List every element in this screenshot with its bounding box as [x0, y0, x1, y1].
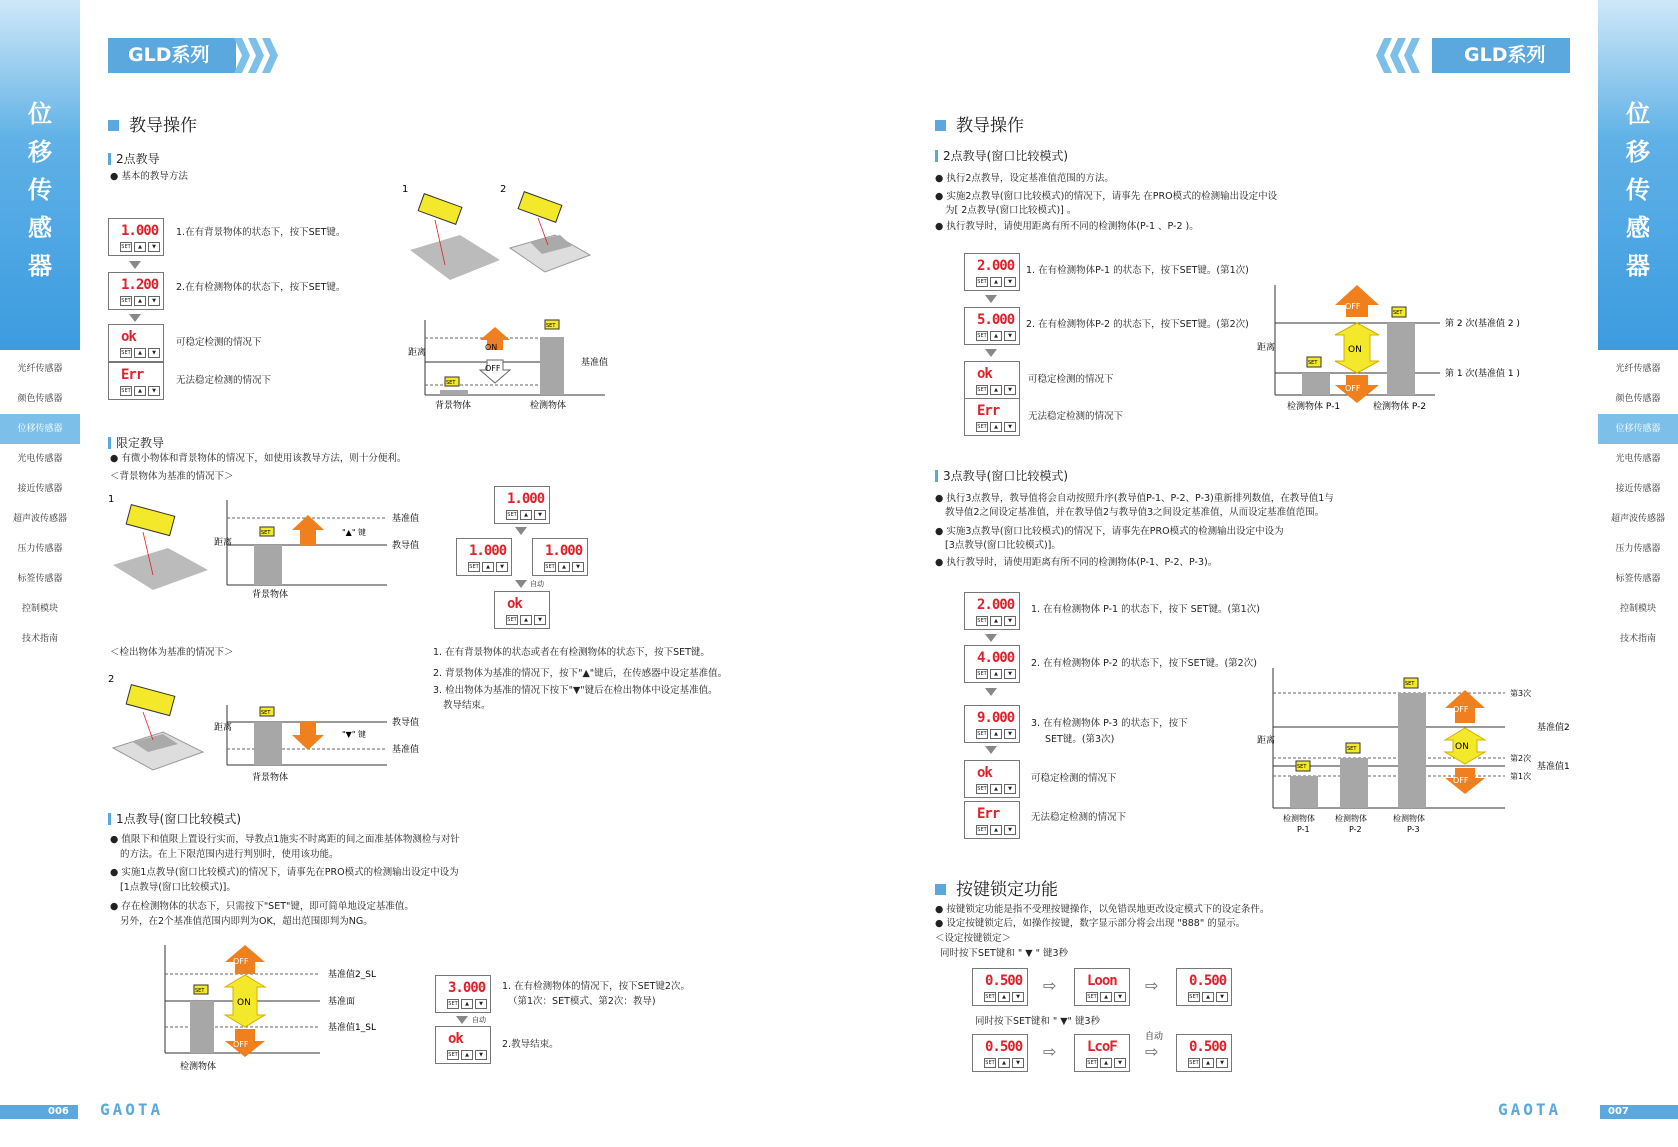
bullet-text: ● 执行教导时，请使用距离有所不同的检测物体(P-1 、P-2 )。: [935, 221, 1199, 232]
left-sidebar: [0, 0, 80, 1147]
right-sidebar-nav: [1598, 354, 1678, 654]
bullet-label: 执行2点教导，设定基准值范围的方法。: [946, 173, 1114, 184]
bullet-text: [3点教导(窗口比较模式)]。: [945, 540, 1061, 551]
window-diagram: [160, 945, 440, 1075]
bullet-text: ● 执行教导时，请使用距离有所不同的检测物体(P-1、P-2、P-3)。: [935, 557, 1218, 568]
set-label: SET: [1308, 360, 1318, 366]
lcd-readout: ok: [121, 329, 136, 345]
note-text: 2. 背景物体为基准的情况下，按下"▲"键后，在传感器中设定基准值。: [433, 668, 728, 679]
arrow-down-icon: [985, 295, 997, 303]
step-text: 2.教导结束。: [502, 1039, 559, 1050]
sensor-icon: [418, 194, 462, 225]
bullet-label: 执行教导时，请使用距离有所不同的检测物体(P-1 、P-2 )。: [946, 221, 1199, 232]
x-label: 检测物体 P-1: [1287, 402, 1341, 412]
bullet-label: 实施3点教导(窗口比较模式)的情况下，请事先在PRO模式的检测输出设定中设为: [946, 526, 1284, 537]
bullet-text: ● 值限下和值限上置设行实而，导教点1施实不时离距的间之面准基体物测检与对针: [110, 834, 460, 845]
bullet-label: 实施1点教导(窗口比较模式)的情况下，请事先在PRO模式的检测输出设定中设为: [121, 867, 459, 878]
bar: [1387, 323, 1415, 395]
arrow-up-icon: [292, 515, 324, 545]
sensor-illustration: [108, 670, 208, 775]
bullet-label: 按键锁定功能是指不受理按键操作，以免错误地更改设定模式下的设定条件。: [946, 904, 1270, 915]
teach-label: 教导值: [392, 541, 420, 551]
nav-item[interactable]: 接近传感器: [1615, 484, 1661, 494]
subsection-title: 2点教导(窗口比较模式): [935, 147, 1068, 164]
lcd-display: 0.500 SET ▲ ▼: [972, 968, 1028, 1006]
brand-logo: GAOTA: [1498, 1100, 1562, 1119]
set-label: SET: [546, 323, 556, 329]
section-title: 教导操作: [935, 111, 1024, 136]
lcd-display: ok SET ▲ ▼: [964, 361, 1020, 399]
reference-label: 基准值: [581, 358, 609, 368]
off-label: OFF: [1453, 705, 1469, 714]
chevron-left-icon: [1390, 38, 1406, 73]
lcd-display: 0.500 SET ▲ ▼: [1176, 1034, 1232, 1072]
set-label: SET: [446, 380, 456, 386]
lcd-display: 2.000 SET ▲ ▼: [964, 592, 1020, 630]
lcd-readout: Err: [977, 403, 1000, 419]
step-text: 3. 在有检测物体 P-3 的状态下，按下: [1031, 718, 1188, 729]
nav-item[interactable]: 超声波传感器: [12, 514, 67, 524]
bullet-text: 教导值2之间设定基准值，并在教导值2与教导值3之间设定基准值，从而设定基准值范围。: [945, 507, 1325, 518]
figure-number: 1: [108, 494, 115, 505]
bullet-label: 值限下和值限上置设行实而，导教点1施实不时离距的间之面准基体物测检与对针: [121, 834, 460, 845]
x-label: 背景物体: [252, 773, 289, 783]
step-text: 无法稳定检测的情况下: [1031, 812, 1127, 823]
x-label: P-1: [1297, 825, 1310, 834]
page-number: 006: [48, 1106, 69, 1117]
lcd-readout: Err: [121, 367, 144, 383]
lcd-display: Loon SET ▲ ▼: [1074, 968, 1130, 1006]
lcd-display: Err SET ▲ ▼: [964, 801, 1020, 839]
background-plate: [113, 548, 208, 590]
step-text: 2.在有检测物体的状态下，按下SET键。: [176, 282, 346, 293]
set-label: SET: [1347, 746, 1357, 752]
laser-beam: [143, 712, 153, 740]
axis-label: 距离: [214, 538, 233, 548]
on-label: ON: [485, 343, 498, 352]
nav-item-active[interactable]: 位移传感器: [1598, 414, 1678, 444]
auto-label: 自动: [530, 580, 544, 588]
step-text: 1. 在有检测物体P-1 的状态下，按下SET键。(第1次): [1026, 265, 1249, 276]
axis-label: 距离: [214, 723, 233, 733]
step-text: 2. 在有检测物体 P-2 的状态下，按下SET键。(第2次): [1031, 658, 1257, 669]
lcd-display: Err SET ▲ ▼: [964, 398, 1020, 436]
arrow-down-icon: [456, 1016, 468, 1024]
lcd-readout: 1.000: [545, 543, 583, 559]
step-text: 1. 在有检测物体 P-1 的状态下，按下 SET键。(第1次): [1031, 604, 1260, 615]
set-label: SET: [1405, 681, 1415, 687]
limit-diagram-1: [212, 500, 427, 600]
reference-label: 基准值1: [1537, 762, 1570, 772]
x-label: 背景物体: [435, 401, 472, 411]
case-label: ＜设定按键锁定＞: [935, 933, 1012, 944]
bullet-text: ● 实施2点教导(窗口比较模式)的情况下，请事先 在PRO模式的检测输出设定中设: [935, 191, 1278, 202]
lcd-readout: ok: [448, 1031, 463, 1047]
nav-item[interactable]: 光纤传感器: [17, 364, 63, 374]
off-label: OFF: [233, 1040, 249, 1049]
chevron-right-icon: [262, 38, 278, 73]
off-label: OFF: [1345, 384, 1361, 393]
set-label: SET: [1297, 764, 1307, 770]
off-label: OFF: [485, 364, 501, 373]
arrow-down-icon: [985, 349, 997, 357]
bullet-text: 为[ 2点教导(窗口比较模式)] 。: [945, 205, 1077, 216]
step-text: 无法稳定检测的情况下: [1028, 411, 1124, 422]
title-char: 传: [1626, 176, 1650, 204]
line-label: 基准值2_SL: [328, 970, 376, 980]
arrow-down-icon: [129, 314, 141, 322]
bullet-text: ● 执行2点教导，设定基准值范围的方法。: [935, 173, 1114, 184]
line-label: 基准值1_SL: [328, 1023, 376, 1033]
bullet-text: ● 基本的教导方法: [110, 171, 188, 182]
lcd-display: ok SET ▲ ▼: [964, 760, 1020, 798]
lcd-readout: 1.000: [121, 223, 159, 239]
subsection-title: 限定教导: [108, 434, 164, 451]
lcd-readout: ok: [507, 596, 522, 612]
right-sidebar-title: [1598, 95, 1678, 285]
bullet-text: ● 有微小物体和背景物体的情况下，如使用该教导方法，则十分便利。: [110, 453, 407, 464]
title-char: 传: [28, 176, 52, 204]
lcd-display: 1.000 SET ▲ ▼: [108, 218, 164, 256]
lcd-display: 1.000 SET ▲ ▼: [456, 538, 512, 576]
window-diagram-3pt: [1255, 668, 1595, 838]
lcd-readout: 2.000: [977, 597, 1015, 613]
figure-number: 2: [108, 674, 115, 685]
arrow-right-icon: ⇨: [1145, 976, 1159, 995]
bullet-text: ● 实施1点教导(窗口比较模式)的情况下，请事先在PRO模式的检测输出设定中设为: [110, 867, 459, 878]
bullet-text: ● 存在检测物体的状态下，只需按下"SET"键，即可简单地设定基准值。: [110, 901, 414, 912]
lcd-readout: ok: [977, 765, 992, 781]
right-series-banner: GLD系列: [1432, 38, 1570, 73]
subsection-title: 1点教导(窗口比较模式): [108, 810, 241, 827]
title-char: 感: [28, 214, 52, 242]
off-label: OFF: [233, 957, 249, 966]
nav-item[interactable]: 压力传感器: [17, 544, 63, 554]
reference-label: 基准值2: [1537, 723, 1570, 733]
bullet-text: [1点教导(窗口比较模式)]。: [120, 882, 236, 893]
nav-item[interactable]: 光电传感器: [1615, 454, 1661, 464]
title-char: 感: [1626, 214, 1650, 242]
instruction-text: 同时按下SET键和 " ▼" 键3秒: [975, 1016, 1100, 1027]
chevron-left-icon: [1404, 38, 1420, 73]
lcd-readout: 0.500: [1189, 1039, 1227, 1055]
lcd-readout: LcoF: [1087, 1039, 1117, 1055]
key-label: "▲" 键: [342, 528, 367, 537]
arrow-up-icon: [1335, 285, 1379, 317]
section-title: 教导操作: [108, 111, 197, 136]
title-char: 器: [28, 252, 52, 280]
lcd-readout: ok: [977, 366, 992, 382]
lcd-display: ok SET ▲ ▼: [435, 1026, 491, 1064]
figure-number: 1: [402, 184, 409, 195]
nav-item[interactable]: 接近传感器: [17, 484, 63, 494]
line-label: 第 2 次(基准值 2 ): [1445, 319, 1520, 329]
bar: [1398, 693, 1426, 808]
arrow-down-icon: [129, 261, 141, 269]
arrow-right-icon: ⇨: [1145, 1042, 1159, 1061]
note-text: 3. 检出物体为基准的情况下按下"▼"键后在检出物体中设定基准值。: [433, 685, 718, 696]
line-label: 第 1 次(基准值 1 ): [1445, 369, 1520, 379]
bullet-label: 设定按键锁定后，如操作按键，数字显示部分将会出现 "888" 的显示。: [946, 918, 1246, 929]
brand-logo: GAOTA: [100, 1100, 164, 1119]
nav-item[interactable]: 控制模块: [21, 604, 58, 614]
set-label: SET: [195, 988, 205, 994]
chevron-right-icon: [234, 38, 250, 73]
lcd-readout: Err: [977, 806, 1000, 822]
window-diagram-2pt: [1255, 285, 1595, 415]
x-label: 检测物体: [530, 401, 567, 411]
x-label: 检测物体: [180, 1062, 217, 1072]
lcd-readout: 0.500: [985, 1039, 1023, 1055]
nav-item[interactable]: 颜色传感器: [1615, 394, 1661, 404]
teach-diagram: [405, 315, 620, 415]
off-label: OFF: [1453, 776, 1469, 785]
note-text: 教导结束。: [443, 700, 491, 711]
reference-label: 基准值: [392, 745, 420, 755]
lcd-readout: 4.000: [977, 650, 1015, 666]
lcd-display: 2.000 SET ▲ ▼: [964, 253, 1020, 291]
arrow-right-icon: ⇨: [1043, 1042, 1057, 1061]
bullet-label: 基本的教导方法: [121, 171, 188, 182]
background-plate: [410, 235, 500, 280]
line-label: 第3次: [1510, 689, 1532, 698]
step-text: 可稳定检测的情况下: [1031, 773, 1117, 784]
figure-number: 2: [500, 184, 507, 195]
auto-label: 自动: [1145, 1032, 1164, 1042]
title-char: 器: [1626, 252, 1650, 280]
nav-item[interactable]: 光纤传感器: [1615, 364, 1661, 374]
left-sidebar-title: [0, 95, 80, 285]
on-label: ON: [1455, 742, 1469, 752]
key-label: "▼" 键: [342, 730, 367, 739]
bullet-text: 另外，在2个基准值范围内即判为OK，超出范围即判为NG。: [120, 916, 373, 927]
left-series-banner: GLD系列: [108, 38, 236, 73]
step-subtext: SET键。(第3次): [1045, 734, 1115, 745]
arrow-down-icon: [515, 580, 527, 588]
set-label: SET: [1393, 310, 1403, 316]
nav-item[interactable]: 技术指南: [21, 634, 58, 644]
arrow-down-icon: [515, 527, 527, 535]
nav-item[interactable]: 压力传感器: [1615, 544, 1661, 554]
line-label: 第1次: [1510, 772, 1532, 781]
on-label: ON: [1348, 345, 1362, 355]
x-label: 检测物体: [1335, 814, 1367, 823]
set-label: SET: [261, 530, 271, 536]
bullet-text: ● 设定按键锁定后，如操作按键，数字显示部分将会出现 "888" 的显示。: [935, 918, 1246, 929]
lcd-display: 5.000 SET ▲ ▼: [964, 307, 1020, 345]
line-label: 基准面: [328, 997, 356, 1007]
lcd-readout: 2.000: [977, 258, 1015, 274]
title-char: 移: [1626, 138, 1650, 166]
lcd-readout: 5.000: [977, 312, 1015, 328]
section-title: 按键锁定功能: [935, 875, 1058, 900]
nav-item[interactable]: 标签传感器: [1615, 574, 1661, 584]
x-label: 检测物体: [1393, 814, 1425, 823]
limit-diagram-2: [212, 705, 427, 785]
bar: [254, 722, 282, 765]
bullet-text: ● 执行3点教导，教导值将会自动按照升序(教导值P-1、P-2、P-3)重新排列数值，在教导值1与: [935, 493, 1334, 504]
step-text: 2. 在有检测物体P-2 的状态下，按下SET键。(第2次): [1026, 319, 1249, 330]
lcd-display: 4.000 SET ▲ ▼: [964, 645, 1020, 683]
nav-item[interactable]: 颜色传感器: [17, 394, 63, 404]
auto-label: 自动: [472, 1016, 486, 1024]
arrow-down-icon: [985, 634, 997, 642]
sensor-icon: [126, 685, 175, 716]
lcd-readout: Loon: [1087, 973, 1117, 989]
lcd-readout: 1.000: [507, 491, 545, 507]
x-label: 检测物体 P-2: [1373, 402, 1427, 412]
bullet-label: 实施2点教导(窗口比较模式)的情况下，请事先 在PRO模式的检测输出设定中设: [946, 191, 1278, 202]
sensor-icon: [126, 505, 175, 536]
step-text: 可稳定检测的情况下: [1028, 374, 1114, 385]
lcd-display: 0.500 SET ▲ ▼: [1176, 968, 1232, 1006]
note-text: 1. 在有背景物体的状态或者在有检测物体的状态下，按下SET键。: [433, 647, 710, 658]
right-sidebar: [1598, 0, 1678, 1147]
lcd-readout: 3.000: [448, 980, 486, 996]
case-label: ＜检出物体为基准的情况下＞: [110, 647, 234, 658]
lcd-display: ok SET ▲ ▼: [494, 591, 550, 629]
subsection-title: 3点教导(窗口比较模式): [935, 467, 1068, 484]
x-label: P-3: [1407, 825, 1420, 834]
reference-label: 基准值: [392, 514, 420, 524]
bar: [1290, 776, 1318, 808]
title-char: 位: [1626, 100, 1650, 128]
title-char: 移: [28, 138, 52, 166]
bar: [1340, 758, 1368, 808]
line-label: 第2次: [1510, 754, 1532, 763]
sensor-icon: [518, 192, 562, 223]
case-label: ＜背景物体为基准的情况下＞: [110, 471, 234, 482]
lcd-display: LcoF SET ▲ ▼: [1074, 1034, 1130, 1072]
set-label: SET: [261, 710, 271, 716]
bullet-text: ● 按键锁定功能是指不受理按键操作，以免错误地更改设定模式下的设定条件。: [935, 904, 1270, 915]
step-text: 可稳定检测的情况下: [176, 337, 262, 348]
lcd-readout: 0.500: [985, 973, 1023, 989]
bullet-label: 有微小物体和背景物体的情况下，如使用该教导方法，则十分便利。: [121, 453, 407, 464]
step-text: 1. 在有检测物体的情况下，按下SET键2次。: [502, 981, 690, 992]
lcd-readout: 9.000: [977, 710, 1015, 726]
lcd-display: 3.000 SET ▲ ▼: [435, 975, 491, 1013]
chevron-left-icon: [1376, 38, 1392, 73]
lcd-display: 9.000 SET ▲ ▼: [964, 705, 1020, 743]
lcd-display: 0.500 SET ▲ ▼: [972, 1034, 1028, 1072]
bar: [254, 545, 282, 585]
instruction-text: 同时按下SET键和 " ▼ " 键3秒: [940, 948, 1069, 959]
nav-item[interactable]: 光电传感器: [17, 454, 63, 464]
x-label: P-2: [1349, 825, 1362, 834]
bullet-label: 执行3点教导，教导值将会自动按照升序(教导值P-1、P-2、P-3)重新排列数值，在教导值1与: [946, 493, 1334, 504]
nav-item[interactable]: 标签传感器: [17, 574, 63, 584]
x-label: 检测物体: [1283, 814, 1315, 823]
step-subtext: （第1次：SET模式、第2次：教导): [508, 996, 656, 1007]
bar: [440, 390, 468, 395]
chevron-right-icon: [248, 38, 264, 73]
arrow-down-icon: [292, 722, 324, 750]
lcd-display: 1.000 SET ▲ ▼: [532, 538, 588, 576]
page-number: 007: [1608, 1106, 1629, 1117]
lcd-display: Err SET ▲ ▼: [108, 362, 164, 400]
bullet-text: 的方法。在上下限范围内进行判别时，使用该功能。: [120, 849, 339, 860]
lcd-display: 1.200 SET ▲ ▼: [108, 272, 164, 310]
nav-item[interactable]: 超声波传感器: [1610, 514, 1665, 524]
arrow-down-icon: [985, 746, 997, 754]
lcd-readout: 1.200: [121, 277, 159, 293]
arrow-right-icon: ⇨: [1043, 976, 1057, 995]
bar: [190, 1001, 214, 1053]
sensor-illustration: [108, 490, 208, 595]
on-label: ON: [237, 998, 251, 1008]
arrow-down-icon: [985, 688, 997, 696]
bullet-label: 执行教导时，请使用距离有所不同的检测物体(P-1、P-2、P-3)。: [946, 557, 1218, 568]
title-char: 位: [28, 100, 52, 128]
x-label: 背景物体: [252, 590, 289, 600]
bar: [1302, 373, 1330, 395]
nav-item[interactable]: 技术指南: [1619, 634, 1656, 644]
lcd-display: 1.000 SET ▲ ▼: [494, 486, 550, 524]
teach-label: 教导值: [392, 718, 420, 728]
bullet-label: 存在检测物体的状态下，只需按下"SET"键，即可简单地设定基准值。: [121, 901, 414, 912]
step-text: 1.在有背景物体的状态下，按下SET键。: [176, 227, 346, 238]
step-text: 无法稳定检测的情况下: [176, 375, 272, 386]
lcd-display: ok SET ▲ ▼: [108, 324, 164, 362]
lcd-readout: 1.000: [469, 543, 507, 559]
sensor-illustration: [400, 180, 600, 290]
subsection-title: 2点教导: [108, 150, 160, 167]
nav-item-active[interactable]: 位移传感器: [0, 414, 80, 444]
lcd-readout: 0.500: [1189, 973, 1227, 989]
nav-item[interactable]: 控制模块: [1619, 604, 1656, 614]
left-sidebar-nav: [0, 354, 80, 654]
axis-label: 距离: [408, 348, 427, 358]
axis-label: 距离: [1257, 343, 1276, 353]
axis-label: 距离: [1257, 736, 1276, 746]
off-label: OFF: [1345, 302, 1361, 311]
bullet-text: ● 实施3点教导(窗口比较模式)的情况下，请事先在PRO模式的检测输出设定中设为: [935, 526, 1284, 537]
bar: [540, 337, 564, 395]
